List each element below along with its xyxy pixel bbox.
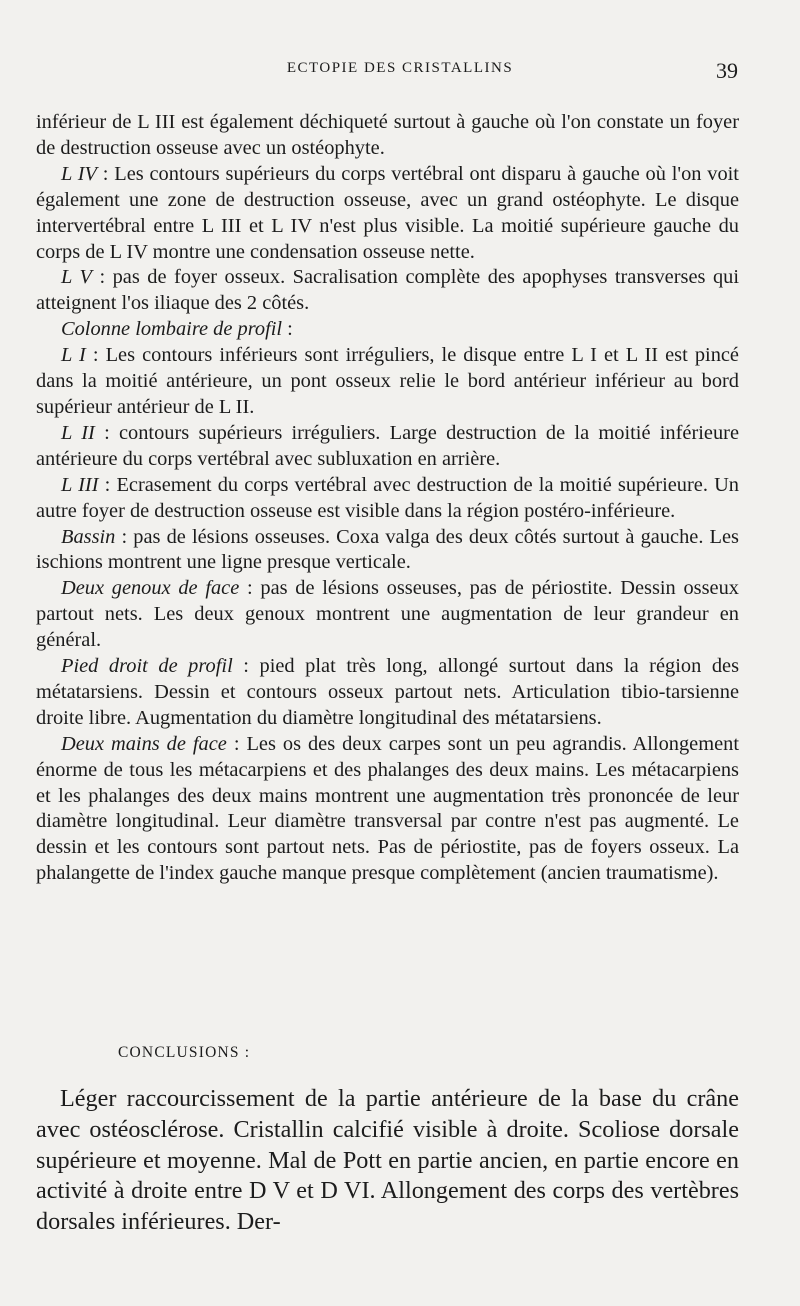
- paragraph-text: : Les contours supérieurs du corps vertébral ont disparu à gauche où l'on voit également une zone de destruction osseuse, avec un grand ostéophyte. Le disque intervertébral entre L III et L IV n'est plus visible. La moitié supérieure gauche du corps de L IV montre une condensation osseuse nette.: [36, 162, 739, 263]
- paragraph: [36, 421, 739, 473]
- paragraph: [36, 343, 739, 421]
- paragraph-lead: Deux genoux de face: [61, 577, 240, 600]
- page-number: 39: [716, 58, 738, 83]
- paragraph-text: : Les contours inférieurs sont irréguliers, le disque entre L I et L II est pincé dans la moitié antérieure, un pont osseux relie le bord antérieur inférieur au bord supérieur antérieur de L II.: [36, 344, 739, 418]
- paragraph-lead: L III: [61, 473, 99, 496]
- conclusions-text: [36, 1084, 739, 1238]
- paragraph-text: : contours supérieurs irréguliers. Large destruction de la moitié inférieure antérieure du corps vertébral avec subluxation en arrière.: [36, 421, 739, 470]
- paragraph-lead: L V: [61, 266, 92, 289]
- paragraph: [36, 265, 739, 317]
- paragraph-text: inférieur de L III est également déchiqueté surtout à gauche où l'on constate un foyer de destruction osseuse avec un ostéophyte.: [36, 111, 739, 159]
- page-header: [0, 58, 800, 88]
- paragraph-lead: Bassin: [61, 525, 116, 548]
- conclusions-heading: CONCLUSIONS :: [118, 1044, 251, 1061]
- paragraph-lead: L I: [61, 344, 86, 367]
- paragraph: [36, 317, 739, 343]
- running-title: ECTOPIE DES CRISTALLINS: [286, 60, 514, 76]
- paragraph-lead: Deux mains de face: [61, 732, 227, 755]
- paragraph-text: : pas de lésions osseuses, pas de périostite. Dessin osseux partout nets. Les deux genoux montrent une augmentation de leur grandeur en général.: [36, 577, 739, 652]
- paragraph-lead: Pied droit de profil: [61, 655, 233, 678]
- paragraph-lead: L II: [61, 421, 95, 444]
- paragraph: [36, 576, 739, 654]
- paragraph: [36, 473, 739, 525]
- body-text: [36, 110, 739, 887]
- paragraph: [36, 110, 739, 162]
- paragraph-text: : Ecrasement du corps vertébral avec destruction de la moitié supérieure. Un autre foyer de destruction osseuse est visible dans la région postéro-inférieure.: [36, 473, 739, 522]
- conclusions-paragraph: Léger raccourcissement de la partie antérieure de la base du crâne avec ostéosclérose. Cristallin calcifié visible à droite. Scoliose dorsale supérieure et moyenne. Mal de Pott en partie ancien, en partie encore en activité à droite entre D V et D VI. Allongement des corps des vertèbres dorsales inférieures. Der-: [36, 1085, 739, 1236]
- paragraph: [36, 732, 739, 887]
- paragraph: [36, 654, 739, 732]
- paragraph: [36, 525, 739, 577]
- paragraph-text: : Les os des deux carpes sont un peu agrandis. Allongement énorme de tous les métacarpiens et des phalanges des deux mains. Les métacarpiens et les phalanges des deux mains montrent une augmentation très prononcée de leur diamètre longitudinal. Leur diamètre transversal par contre n'est pas augmenté. Le dessin et les contours sont partout nets. Pas de périostite, pas de foyers osseux. La phalangette de l'index gauche manque presque complètement (ancien traumatisme).: [36, 732, 739, 885]
- paragraph-lead: Colonne lombaire de profil: [61, 318, 283, 341]
- paragraph-text: :: [282, 318, 293, 341]
- paragraph: [36, 162, 739, 266]
- paragraph-text: : pied plat très long, allongé surtout dans la région des métatarsiens. Dessin et contours osseux partout nets. Articulation tibio-tarsienne droite libre. Augmentation du diamètre longitudinal des métatarsiens.: [36, 655, 740, 729]
- paragraph-lead: L IV: [61, 162, 98, 185]
- paragraph-text: : pas de lésions osseuses. Coxa valga des deux côtés surtout à gauche. Les ischions montrent une ligne presque verticale.: [36, 525, 739, 574]
- paragraph-text: : pas de foyer osseux. Sacralisation complète des apophyses transverses qui atteignent l'os iliaque des 2 côtés.: [36, 266, 739, 315]
